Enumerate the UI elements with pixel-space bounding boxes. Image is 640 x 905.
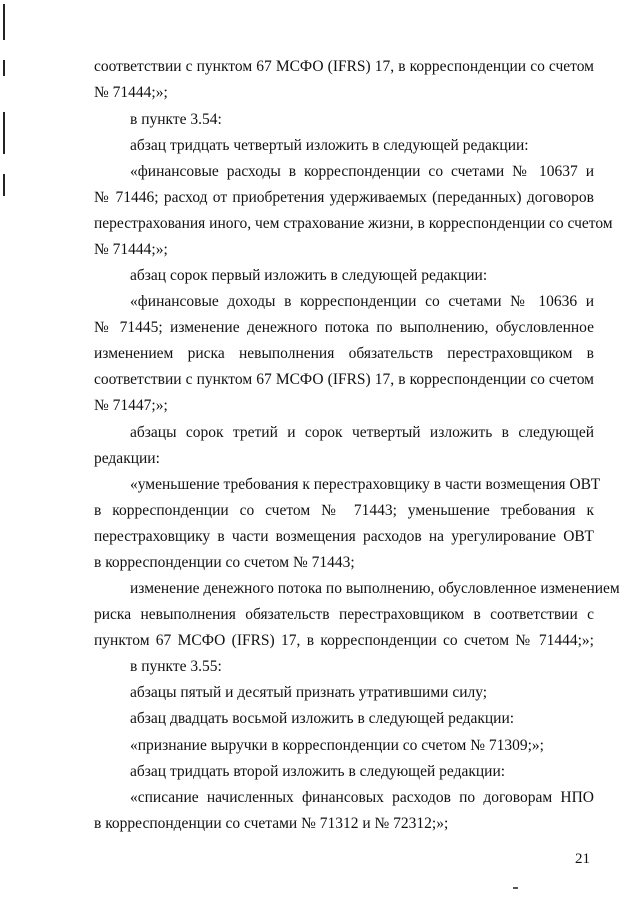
scan-edge-mark [3,112,5,154]
text-line: соответствии с пунктом 67 МСФО (IFRS) 17, в корреспонденции со счетом [94,371,594,388]
text-line: «уменьшение требования к перестраховщику в части возмещения ОВТ [130,476,601,493]
text-line: № 71447;»; [94,397,168,414]
text-line: в корреспонденции со счетом № 71443; уменьшение требования к [94,502,594,519]
text-line: перестраховщику в части возмещения расходов на урегулирование ОВТ [94,528,594,545]
text-line: изменение денежного потока по выполнению, обусловленное изменением [130,580,620,597]
text-line: «финансовые расходы в корреспонденции со счетами № 10637 и [130,163,594,180]
text-line: редакции: [94,450,160,467]
text-line: соответствии с пунктом 67 МСФО (IFRS) 17, в корреспонденции со счетом [94,58,594,75]
scan-edge-mark [3,60,5,76]
text-line: «признание выручки в корреспонденции со счетом № 71309;»; [130,737,544,754]
text-line: в пункте 3.54: [130,111,222,128]
text-line: № 71445; изменение денежного потока по выполнению, обусловленное [94,319,594,336]
text-line: № 71444;»; [94,84,168,101]
text-line: перестрахования иного, чем страхование жизни, в корреспонденции со счетом [94,215,613,232]
text-line: абзацы сорок третий и сорок четвертый изложить в следующей [130,424,594,441]
text-line: в пункте 3.55: [130,658,222,675]
text-line: «финансовые доходы в корреспонденции со счетами № 10636 и [130,293,594,310]
text-line: абзац сорок первый изложить в следующей редакции: [130,267,488,284]
text-line: в корреспонденции со счетами № 71312 и № 72312;»; [94,815,449,832]
text-line: абзац двадцать восьмой изложить в следующей редакции: [130,710,515,727]
scan-edge-mark [3,174,5,196]
text-line: № 71446; расход от приобретения удерживаемых (переданных) договоров [94,189,594,206]
page-number: 21 [575,851,590,867]
scan-edge-mark [3,4,5,40]
text-line: риска невыполнения обязательств перестраховщиком в соответствии с [94,606,594,623]
text-line: абзацы пятый и десятый признать утратившими силу; [130,684,488,701]
text-line: в корреспонденции со счетом № 71443; [94,554,355,571]
text-line: пунктом 67 МСФО (IFRS) 17, в корреспонденции со счетом № 71444;»; [94,632,594,649]
scan-speck [513,887,518,889]
text-line: № 71444;»; [94,241,168,258]
text-line: абзац тридцать второй изложить в следующей редакции: [130,763,506,780]
text-line: «списание начисленных финансовых расходов по договорам НПО [130,789,594,806]
text-line: абзац тридцать четвертый изложить в следующей редакции: [130,137,529,154]
text-line: изменением риска невыполнения обязательств перестраховщиком в [94,345,594,362]
